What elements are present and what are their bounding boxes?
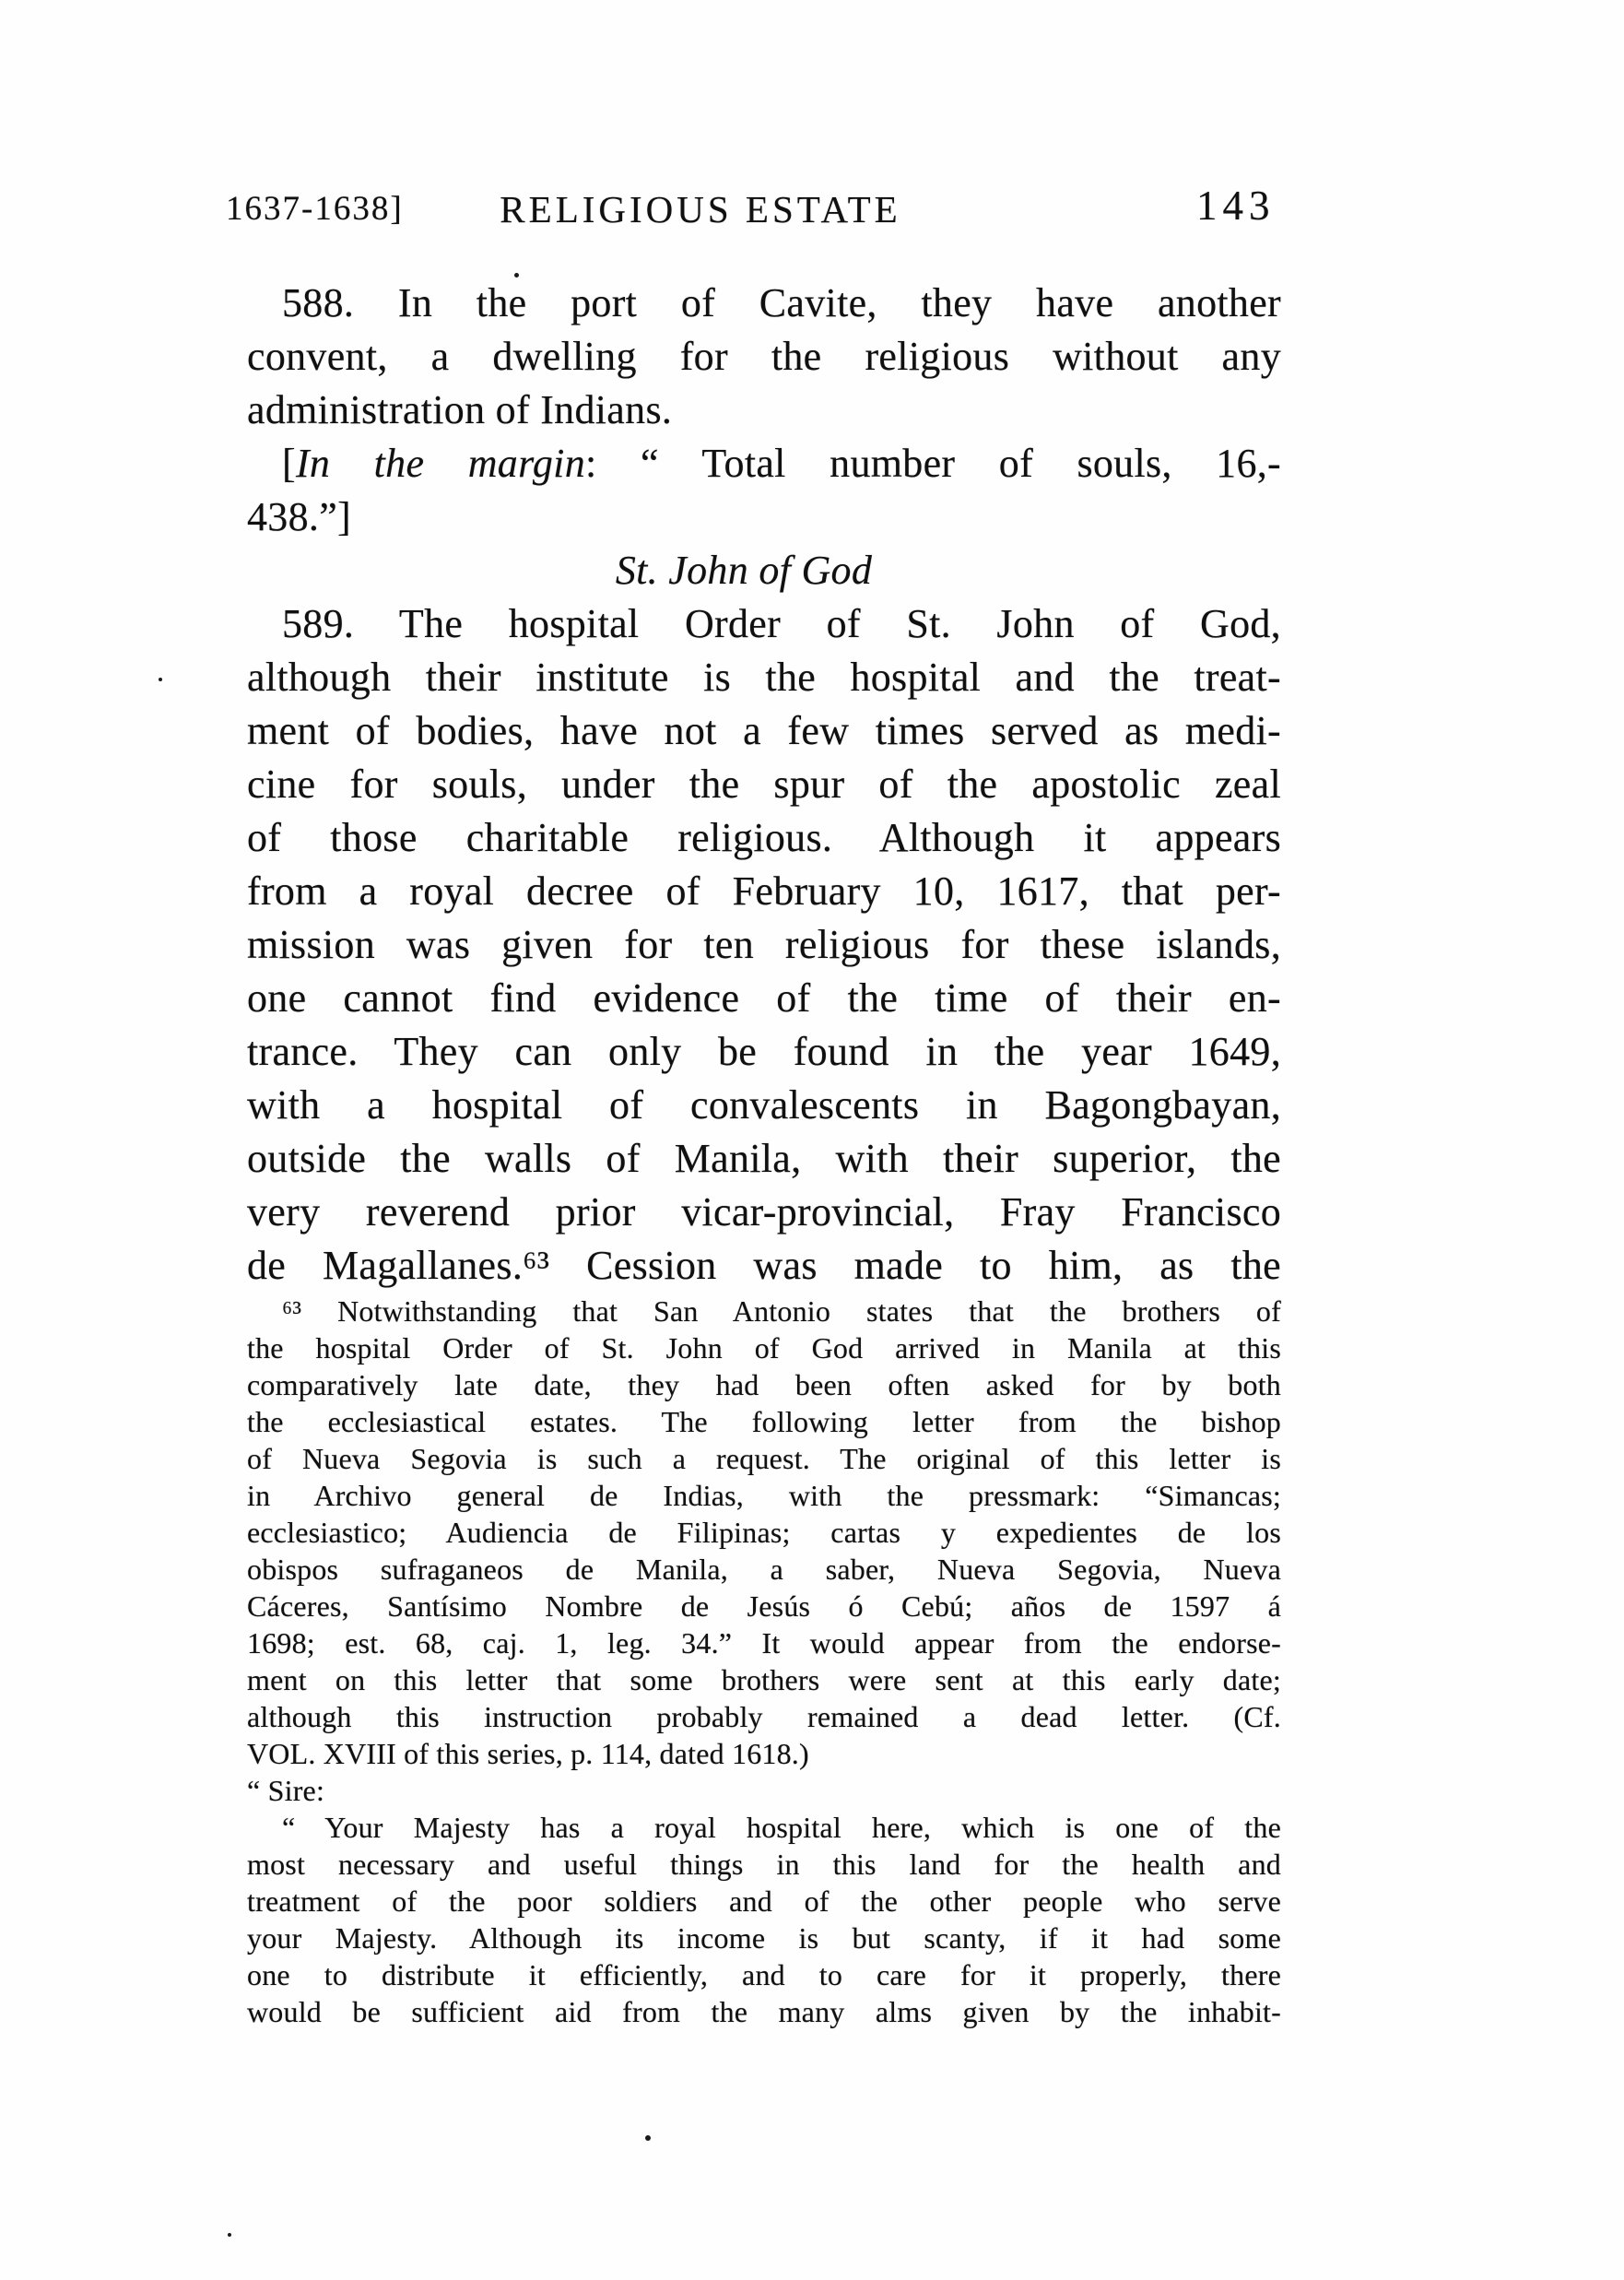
main-text-block — [247, 277, 1281, 1293]
text-line: of those charitable religious. Although it appears — [247, 815, 1281, 860]
paragraph-589 — [247, 597, 1281, 1293]
text-line: from a royal decree of February 10, 1617, that per- — [247, 868, 1281, 914]
scan-artifact-dot — [514, 273, 519, 278]
text-line: ⁶³ Notwithstanding that San Antonio states that the brothers of — [282, 1294, 1281, 1328]
text-line: ecclesiastico; Audiencia de Filipinas; cartas y expedientes de los — [247, 1516, 1281, 1549]
text-line: 1698; est. 68, caj. 1, leg. 34.” It would appear from the endorse- — [247, 1626, 1281, 1660]
scan-artifact-dot — [228, 2233, 231, 2237]
scan-artifact-dot — [645, 2135, 651, 2141]
scan-artifact-dot — [159, 678, 162, 681]
text-line: obispos sufraganeos de Manila, a saber, Nueva Segovia, Nueva — [247, 1553, 1281, 1586]
section-heading: St. John of God — [615, 548, 873, 593]
text-line: in Archivo general de Indias, with the pressmark: “Simancas; — [247, 1479, 1281, 1512]
text-line: outside the walls of Manila, with their superior, the — [247, 1136, 1281, 1181]
text-line: with a hospital of convalescents in Bagongbayan, — [247, 1082, 1281, 1128]
text-line: would be sufficient aid from the many alms given by the inhabit- — [247, 1995, 1281, 2028]
margin-note — [247, 437, 1281, 544]
text-line: the ecclesiastical estates. The following letter from the bishop — [247, 1405, 1281, 1438]
text-line: convent, a dwelling for the religious without any — [247, 334, 1281, 379]
text-line: “ Your Majesty has a royal hospital here, which is one of the — [282, 1811, 1281, 1844]
text-line: 589. The hospital Order of St. John of God, — [282, 601, 1281, 646]
text-line: ment of bodies, have not a few times served as medi- — [247, 708, 1281, 753]
text-line: VOL. XVIII of this series, p. 114, dated 1618.) — [247, 1737, 809, 1770]
text-line: mission was given for ten religious for these islands, — [247, 922, 1281, 967]
text-line: “ Sire: — [247, 1774, 325, 1807]
header-page-number: 143 — [1196, 183, 1276, 229]
text-line: one cannot find evidence of the time of their en- — [247, 975, 1281, 1021]
text-line: 438.”] — [247, 494, 351, 539]
text-line — [247, 437, 1281, 490]
margin-note-italic: In the margin — [295, 441, 586, 486]
margin-note-rest: : “ Total number of souls, 16,- — [585, 441, 1282, 486]
text-line: although this instruction probably remained a dead letter. (Cf. — [247, 1700, 1281, 1733]
text-line: comparatively late date, they had been often asked for by both — [247, 1368, 1281, 1401]
text-line: de Magallanes.⁶³ Cession was made to him, as the — [247, 1243, 1281, 1288]
margin-note-bracket: [ — [282, 441, 296, 486]
text-line: the hospital Order of St. John of God arrived in Manila at this — [247, 1331, 1281, 1364]
text-line: administration of Indians. — [247, 387, 673, 432]
text-line: cine for souls, under the spur of the apostolic zeal — [247, 762, 1281, 807]
text-line: of Nueva Segovia is such a request. The original of this letter is — [247, 1442, 1281, 1475]
paragraph-588 — [247, 277, 1281, 437]
text-line: trance. They can only be found in the year 1649, — [247, 1029, 1281, 1074]
text-line: your Majesty. Although its income is but scanty, if it had some — [247, 1921, 1281, 1955]
text-line: most necessary and useful things in this land for the health and — [247, 1848, 1281, 1881]
text-line: very reverend prior vicar-provincial, Fray Francisco — [247, 1189, 1281, 1235]
footnote-block — [247, 1293, 1281, 2030]
text-line: ment on this letter that some brothers were sent at this early date; — [247, 1663, 1281, 1696]
text-line: although their institute is the hospital and the treat- — [247, 655, 1281, 700]
header-year-range: 1637-1638] — [226, 190, 404, 228]
header-running-title: RELIGIOUS ESTATE — [500, 188, 901, 230]
text-line: 588. In the port of Cavite, they have another — [282, 280, 1281, 325]
text-line: Cáceres, Santísimo Nombre de Jesús ó Cebú; años de 1597 á — [247, 1589, 1281, 1623]
text-line: treatment of the poor soldiers and of the other people who serve — [247, 1884, 1281, 1918]
text-line: one to distribute it efficiently, and to care for it properly, there — [247, 1958, 1281, 1991]
